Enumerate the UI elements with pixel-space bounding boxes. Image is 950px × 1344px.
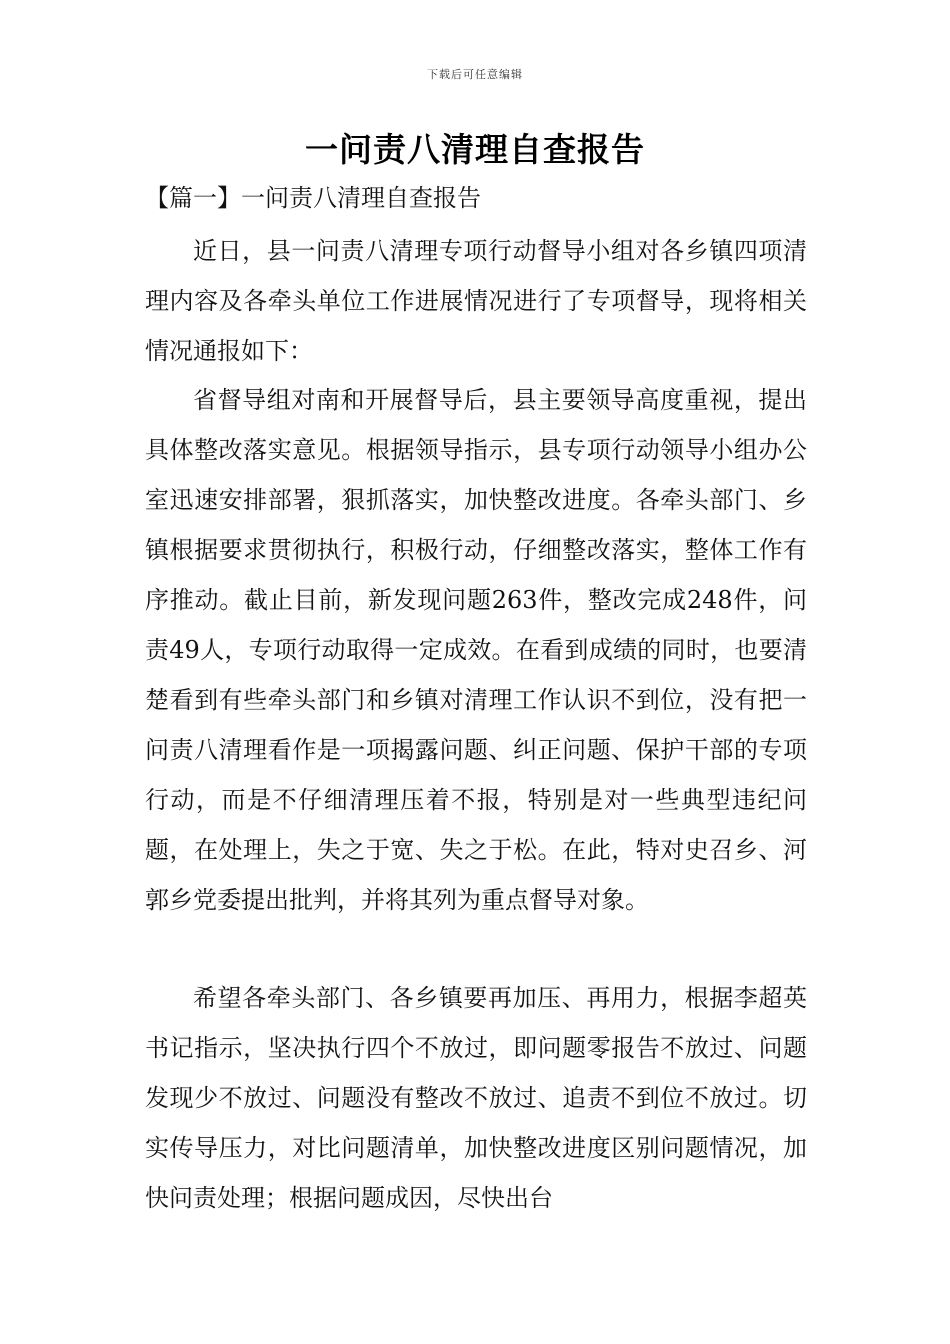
body-paragraph-2: 省督导组对南和开展督导后，县主要领导高度重视，提出具体整改落实意见。根据领导指示，县专项行动领导小组办公室迅速安排部署，狠抓落实，加快整改进度。各牵头部门、乡镇根据要求贯彻执行，积极行动，仔细整改落实，整体工作有序推动。截止目前，新发现问题263件，整改完成248件，问责49人，专项行动取得一定成效。在看到成绩的同时，也要清楚看到有些牵头部门和乡镇对清理工作认识不到位，没有把一问责八清理看作是一项揭露问题、纠正问题、保护干部的专项行动，而是不仔细清理压着不报，特别是对一些典型违纪问题，在处理上，失之于宽、失之于松。在此，特对史召乡、河郭乡党委提出批判，并将其列为重点督导对象。 xyxy=(145,386,807,914)
section-heading: 【篇一】一问责八清理自查报告 xyxy=(145,184,481,212)
header-note: 下载后可任意编辑 xyxy=(427,68,523,81)
document-title: 一问责八清理自查报告 xyxy=(305,130,645,169)
body-paragraph-3: 希望各牵头部门、各乡镇要再加压、再用力，根据李超英书记指示，坚决执行四个不放过，即问题零报告不放过、问题发现少不放过、问题没有整改不放过、追责不到位不放过。切实传导压力，对比问题清单，加快整改进度区别问题情况，加快问责处理；根据问题成因，尽快出台 xyxy=(145,984,807,1212)
body-paragraph-1: 近日，县一问责八清理专项行动督导小组对各乡镇四项清理内容及各牵头单位工作进展情况进行了专项督导，现将相关情况通报如下： xyxy=(145,237,807,365)
